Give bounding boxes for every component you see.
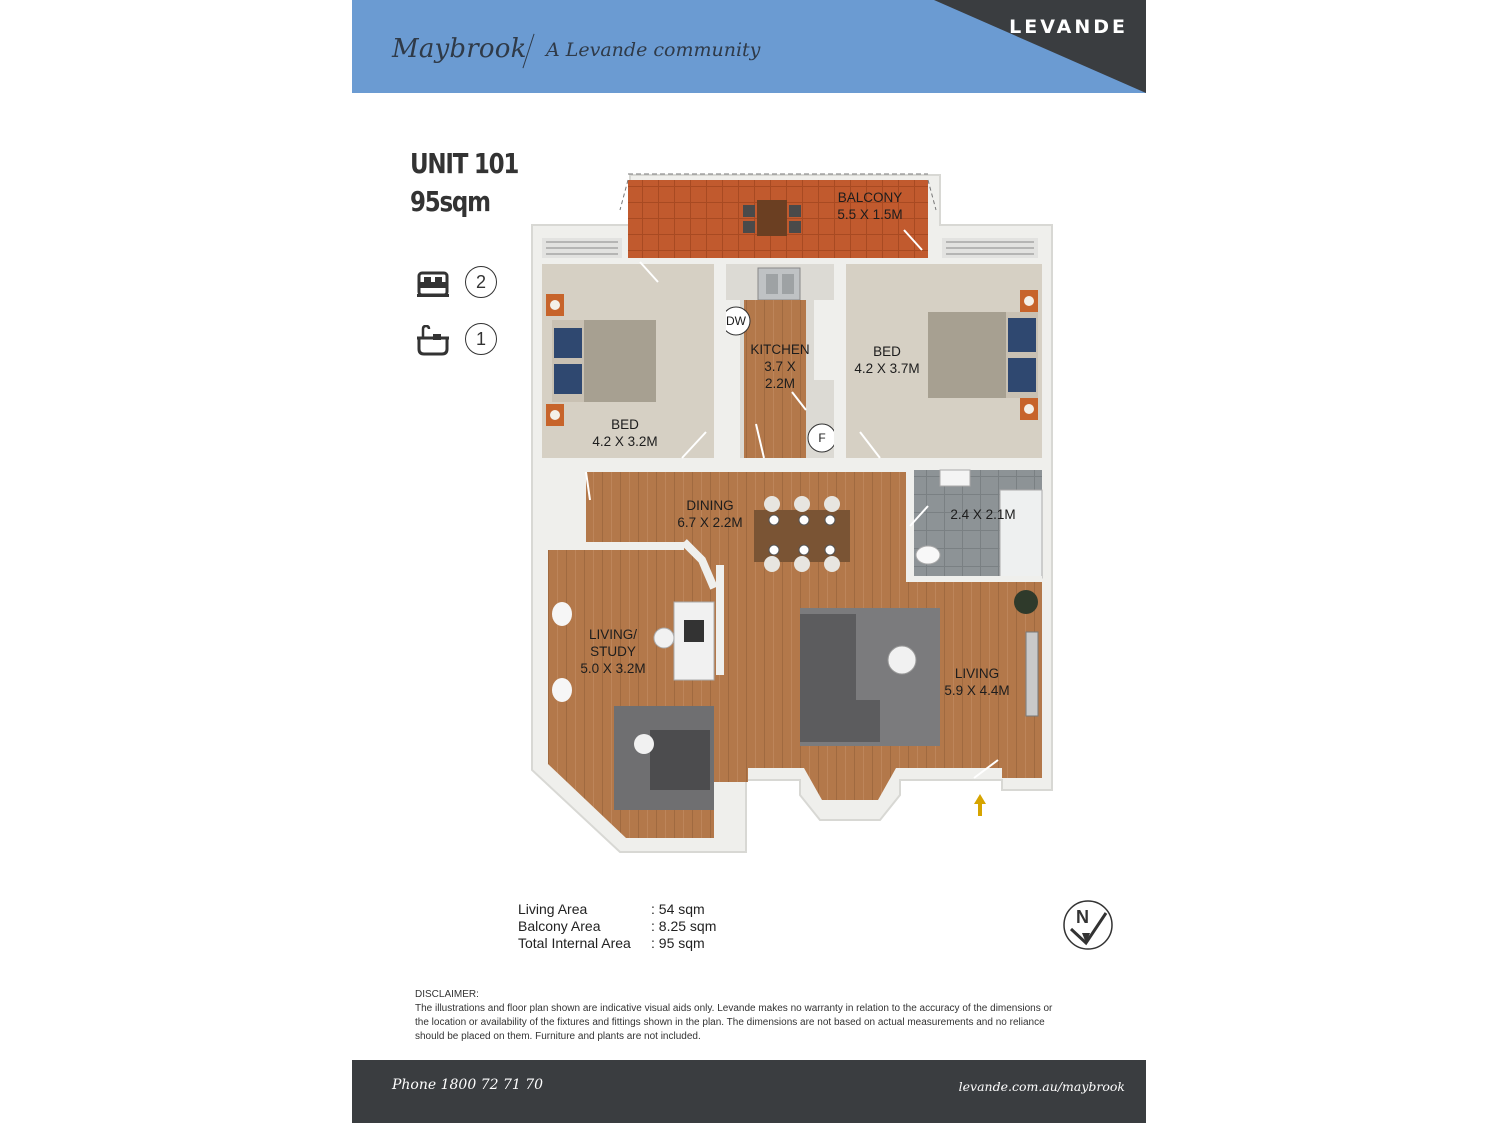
footer-phone[interactable]: Phone 1800 72 71 70 xyxy=(392,1077,544,1093)
community-title: Maybrook xyxy=(392,34,527,64)
living-dims: 5.9 X 4.4M xyxy=(944,683,1010,698)
balcony-dims: 5.5 X 1.5M xyxy=(837,207,903,222)
living-name: LIVING xyxy=(954,666,1000,681)
bed1-label xyxy=(580,416,670,450)
footer-bar xyxy=(352,1060,1146,1123)
bathroom-label: 2.4 X 2.1M xyxy=(950,507,1016,522)
disclaimer-title: DISCLAIMER: xyxy=(415,989,479,1000)
bath-icon xyxy=(416,325,450,357)
unit-heading xyxy=(410,145,518,221)
bathroom-count-badge: 1 xyxy=(465,323,497,355)
header-banner xyxy=(352,0,1146,93)
compass-north-label: N xyxy=(1076,907,1089,927)
kitchen-label xyxy=(725,341,835,392)
study-name-line2: STUDY xyxy=(590,644,636,659)
area-label: Living Area xyxy=(518,901,588,917)
community-subtitle: A Levande community xyxy=(546,39,761,61)
north-compass xyxy=(1062,899,1114,951)
dining-dims: 6.7 X 2.2M xyxy=(677,515,743,530)
kitchen-dims-line1: 3.7 X xyxy=(764,359,796,374)
bed1-dims: 4.2 X 3.2M xyxy=(592,434,658,449)
area-label: Total Internal Area xyxy=(518,935,631,951)
footer-url[interactable]: levande.com.au/maybrook xyxy=(958,1079,1125,1094)
area-summary xyxy=(518,901,748,952)
kitchen-name: KITCHEN xyxy=(750,342,810,357)
area-row xyxy=(518,935,748,952)
area-value: : 54 sqm xyxy=(651,901,705,917)
fridge-label: F xyxy=(818,431,826,445)
dining-label xyxy=(666,497,754,531)
area-row xyxy=(518,918,748,935)
study-label xyxy=(568,626,658,677)
header-dark-corner xyxy=(934,0,1146,93)
balcony-name: BALCONY xyxy=(837,190,903,205)
disclaimer-text: The illustrations and floor plan shown are indicative visual aids only. Levande makes no warranty in relation to the accuracy of the dimensions or the location or availability of the fixtures and fittings shown in the plan. The dimensions are not based on actual measurements and no reliance should be placed on them. Furniture and plants are not included. xyxy=(415,1003,1053,1042)
area-row xyxy=(518,901,748,918)
dishwasher-label: DW xyxy=(726,314,746,328)
area-label: Balcony Area xyxy=(518,918,601,934)
disclaimer xyxy=(415,988,1065,1044)
living-label xyxy=(932,665,1022,699)
bed1-name: BED xyxy=(611,417,639,432)
bathroom-count xyxy=(416,323,506,359)
unit-name: UNIT 101 xyxy=(410,147,519,180)
floorplan-sheet xyxy=(352,0,1146,1123)
brand-logo: LEVANDE xyxy=(1009,16,1128,38)
bed2-name: BED xyxy=(873,344,901,359)
study-name-line1: LIVING/ xyxy=(588,627,637,642)
bed-icon xyxy=(416,268,450,300)
floor-plan xyxy=(530,170,1054,860)
balcony-label xyxy=(830,189,910,223)
bedroom-count-badge: 2 xyxy=(465,266,497,298)
study-dims: 5.0 X 3.2M xyxy=(580,661,646,676)
area-value: : 95 sqm xyxy=(651,935,705,951)
bed2-dims: 4.2 X 3.7M xyxy=(854,361,920,376)
bedroom-count xyxy=(416,266,506,302)
kitchen-dims-line2: 2.2M xyxy=(764,376,795,391)
bed2-label xyxy=(842,343,932,377)
unit-size: 95sqm xyxy=(410,185,490,218)
area-value: : 8.25 sqm xyxy=(651,918,717,934)
dining-name: DINING xyxy=(686,498,734,513)
